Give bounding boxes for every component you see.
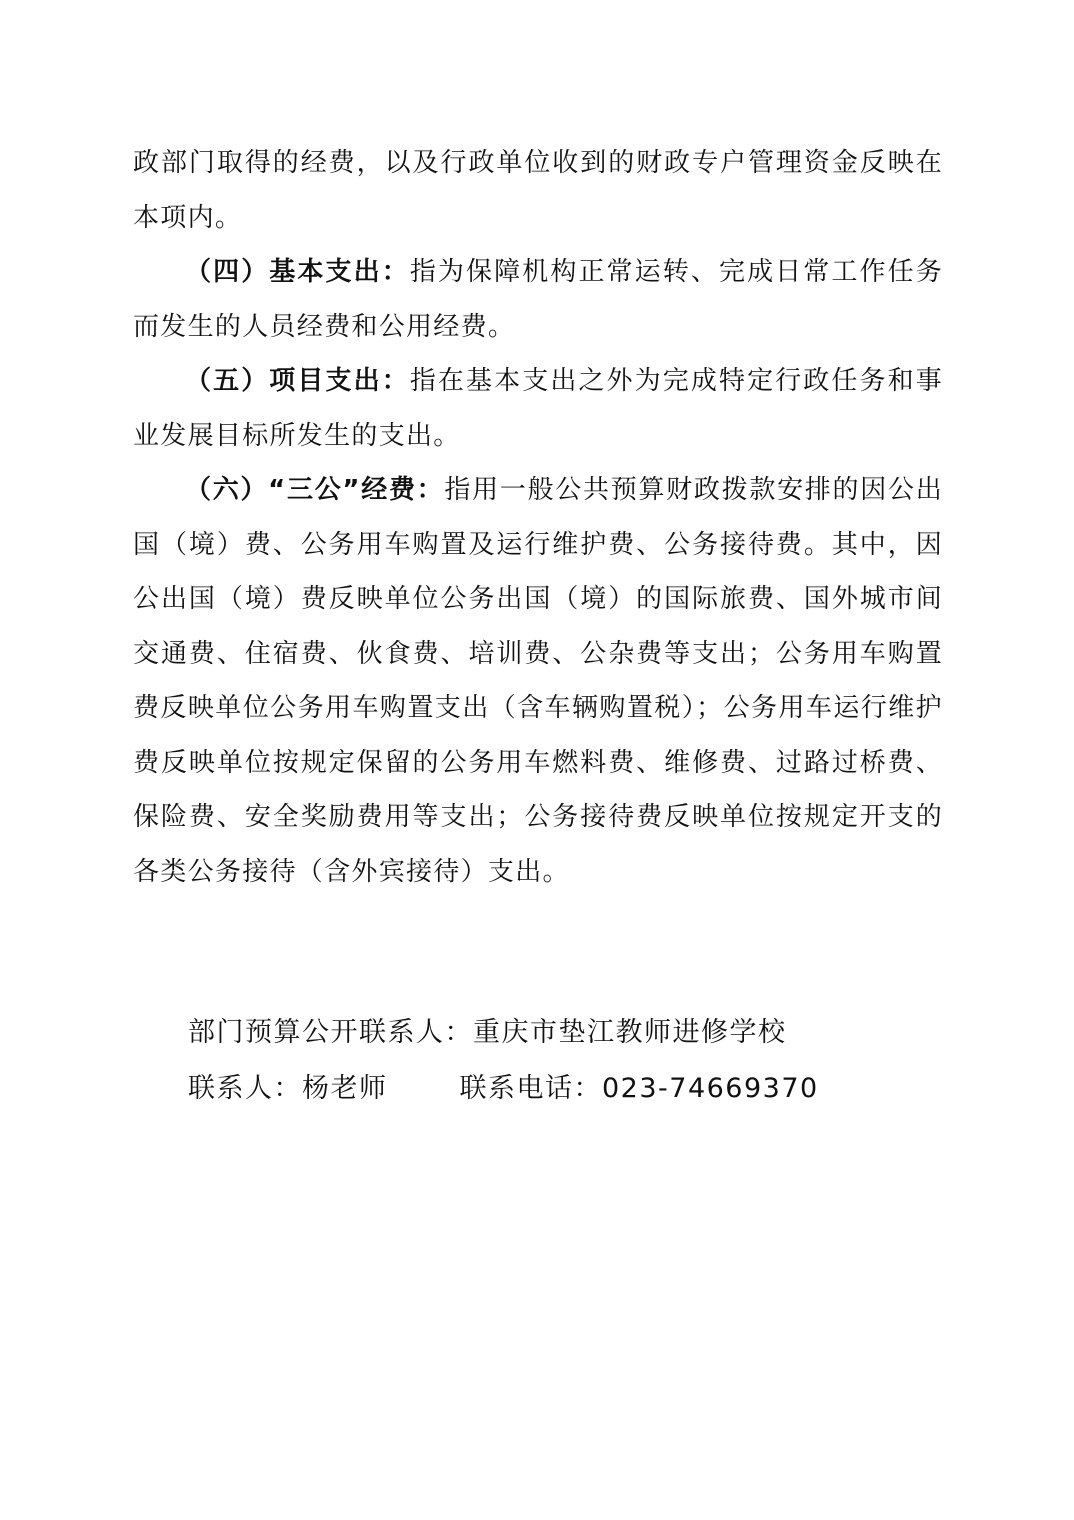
contact-organization: 部门预算公开联系人：重庆市垫江教师进修学校 xyxy=(188,1017,787,1048)
contact-person: 联系人：杨老师 xyxy=(188,1073,388,1104)
paragraph-heading: （四）基本支出： xyxy=(185,257,410,287)
paragraph-continuation xyxy=(133,136,943,245)
paragraph-project-expenditure xyxy=(133,354,943,463)
paragraph-text: 指在基本支出之外为完成特定行政任务和事业发展目标所发生的支出。 xyxy=(133,366,943,451)
paragraph-heading: （六）“三公”经费： xyxy=(185,475,445,505)
contact-phone: 联系电话：023-74669370 xyxy=(459,1073,819,1104)
paragraph-text: 指为保障机构正常运转、完成日常工作任务而发生的人员经费和公用经费。 xyxy=(133,257,943,342)
document-body xyxy=(133,136,943,899)
paragraph-heading: （五）项目支出： xyxy=(185,366,410,396)
contact-details xyxy=(188,1066,819,1105)
paragraph-text: 政部门取得的经费，以及行政单位收到的财政专户管理资金反映在本项内。 xyxy=(133,148,943,233)
paragraph-three-public-expenses xyxy=(133,463,943,899)
paragraph-basic-expenditure xyxy=(133,245,943,354)
paragraph-text: 指用一般公共预算财政拨款安排的因公出国（境）费、公务用车购置及运行维护费、公务接待费。其中，因公出国（境）费反映单位公务出国（境）的国际旅费、国外城市间交通费、住宿费、伙食费、培训费、公杂费等支出；公务用车购置费反映单位公务用车购置支出（含车辆购置税）；公务用车运行维护费反映单位按规定保留的公务用车燃料费、维修费、过路过桥费、保险费、安全奖励费用等支出；公务接待费反映单位按规定开支的各类公务接待（含外宾接待）支出。 xyxy=(133,475,943,887)
